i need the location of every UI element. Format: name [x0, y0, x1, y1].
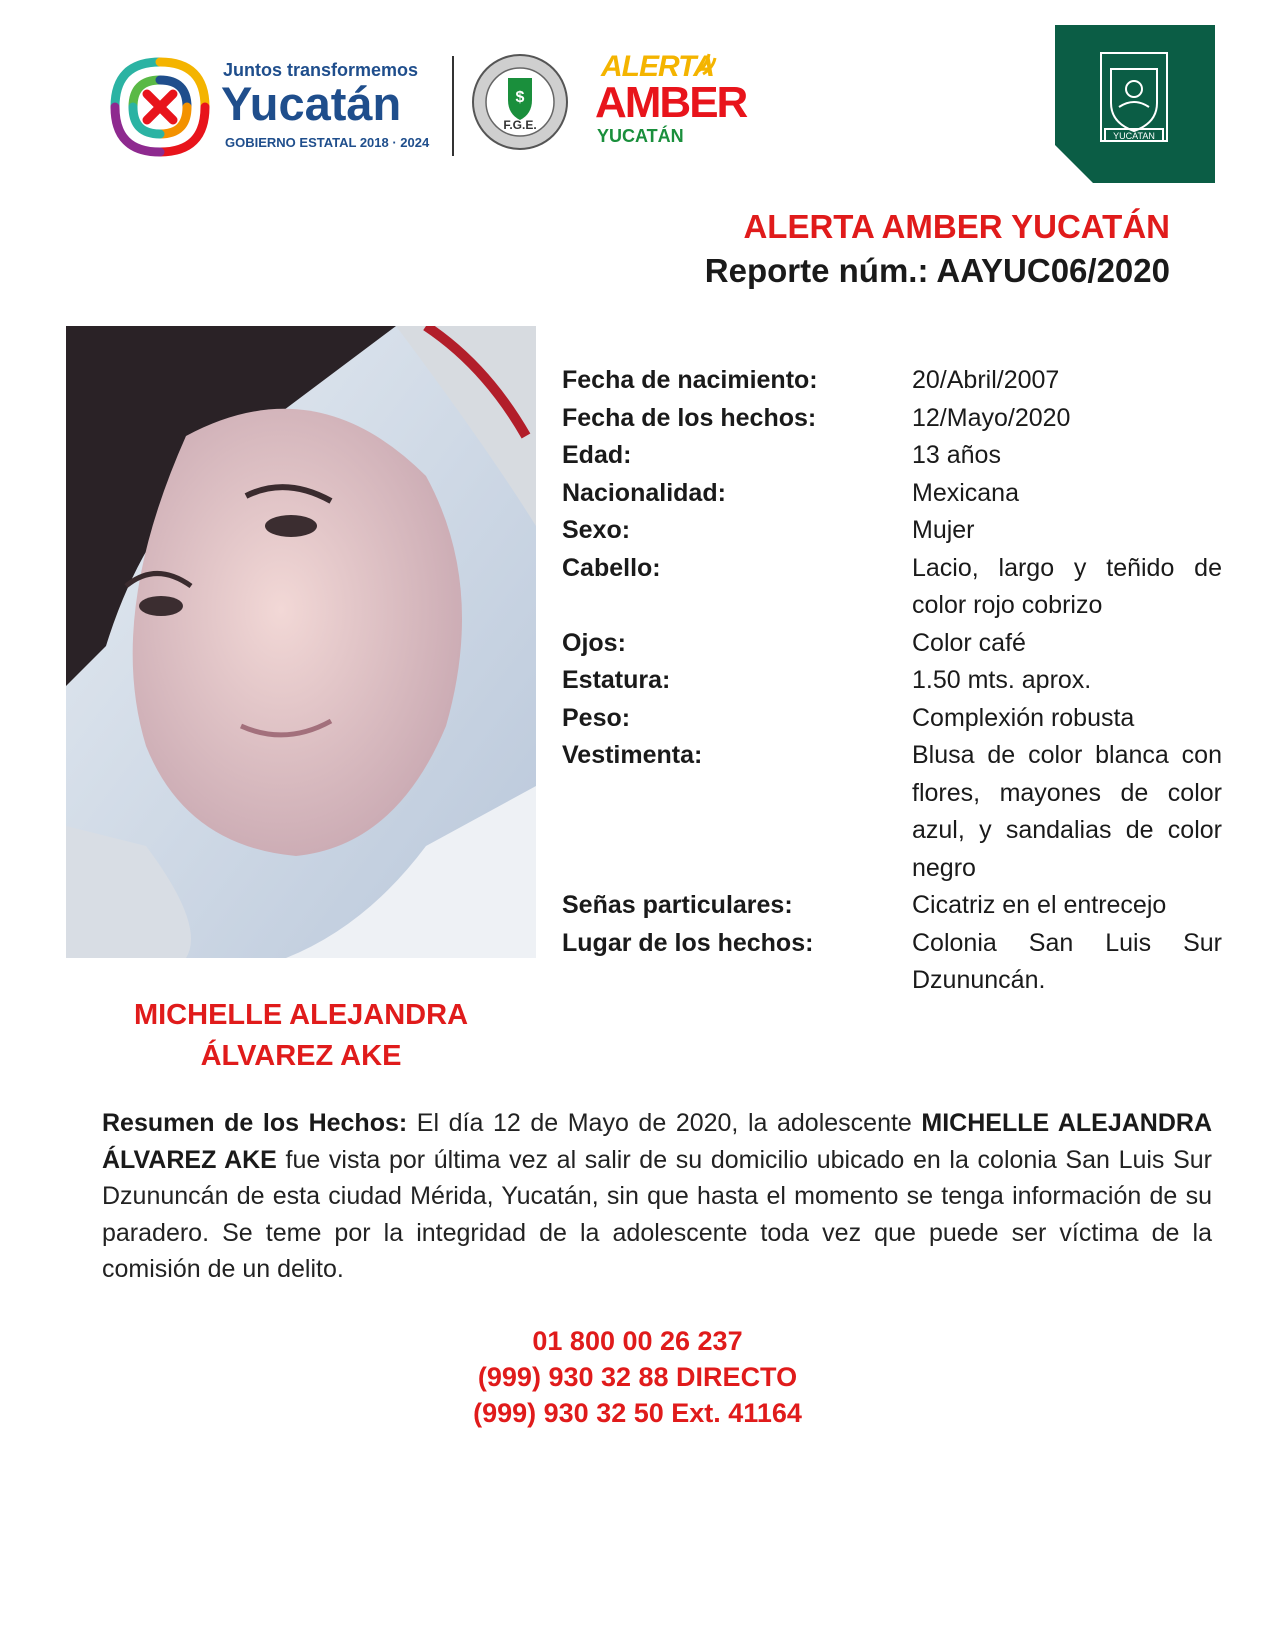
yucatan-coat-of-arms-icon	[1055, 25, 1215, 183]
contact-phone-extension: (999) 930 32 50 Ext. 41164	[473, 1398, 802, 1428]
summary-paragraph	[102, 1105, 1212, 1288]
detail-value: Color café	[912, 628, 1026, 657]
alert-title: ALERTA AMBER YUCATÁN	[743, 208, 1170, 245]
detail-label: Estatura:	[562, 666, 671, 694]
detail-label: Fecha de nacimiento:	[562, 366, 818, 394]
missing-person-photo	[66, 326, 536, 958]
detail-row	[562, 700, 1222, 738]
gobierno-logo-line2: Yucatán	[221, 77, 402, 130]
logo-divider	[452, 56, 454, 156]
report-number: Reporte núm.: AAYUC06/2020	[704, 252, 1170, 289]
seal-label: YUCATAN	[1113, 131, 1155, 141]
detail-label: Nacionalidad:	[562, 478, 726, 507]
detail-value: 20/Abril/2007	[912, 366, 1060, 394]
gobierno-logo-line3: GOBIERNO ESTATAL 2018 · 2024	[225, 135, 430, 150]
detail-row	[562, 925, 1222, 1000]
gobierno-yucatan-logo	[105, 52, 435, 162]
detail-row	[562, 512, 1222, 550]
detail-value: Lacio, largo y teñido de color rojo cobrizo	[912, 553, 1222, 619]
fge-seal-icon	[470, 52, 570, 152]
contact-phone-direct: (999) 930 32 88 DIRECTO	[477, 1362, 798, 1392]
detail-row	[562, 400, 1222, 438]
alerta-logo-line1: ALERTA	[601, 50, 714, 83]
detail-value: Complexión robusta	[912, 703, 1135, 732]
detail-value: 13 años	[912, 441, 1001, 469]
detail-row	[562, 625, 1222, 663]
alerta-amber-logo	[595, 50, 747, 150]
missing-person-name	[66, 995, 536, 1077]
person-details	[562, 362, 1222, 1000]
detail-label: Cabello:	[562, 553, 661, 582]
detail-value: Cicatriz en el entrecejo	[912, 891, 1167, 919]
detail-label: Peso:	[562, 703, 631, 732]
detail-value: 1.50 mts. aprox.	[912, 666, 1092, 694]
detail-label: Edad:	[562, 441, 632, 469]
fge-abbr: F.G.E.	[503, 118, 537, 132]
detail-row	[562, 437, 1222, 475]
detail-label: Fecha de los hechos:	[562, 403, 817, 432]
gobierno-logo-line1: Juntos transformemos	[223, 60, 419, 80]
contact-phone-tollfree: 01 800 00 26 237	[532, 1326, 743, 1356]
detail-value: Blusa de color blanca con flores, mayones de color azul, y sandalias de color negro	[912, 741, 1222, 882]
detail-value: Mujer	[912, 516, 975, 544]
detail-row	[562, 475, 1222, 513]
detail-value: 12/Mayo/2020	[912, 403, 1071, 432]
summary-text-part1: El día 12 de Mayo de 2020, la adolescente	[407, 1109, 922, 1137]
detail-label: Lugar de los hechos:	[562, 928, 814, 957]
detail-label: Sexo:	[562, 516, 631, 544]
detail-row	[562, 662, 1222, 700]
yucatan-seal	[1055, 25, 1215, 183]
detail-row	[562, 550, 1222, 625]
person-name-line1: MICHELLE ALEJANDRA	[133, 999, 469, 1031]
gobierno-emblem-icon	[105, 52, 215, 162]
signal-waves-icon	[695, 52, 719, 76]
detail-value: Mexicana	[912, 478, 1019, 507]
contact-phones	[0, 1323, 1275, 1431]
detail-label: Vestimenta:	[562, 741, 703, 769]
svg-text:$: $	[515, 89, 525, 106]
detail-value: Colonia San Luis Sur Dzununcán.	[912, 928, 1222, 994]
summary-person-name: MICHELLE ALEJANDRA ÁLVAREZ AKE	[102, 1109, 1213, 1174]
detail-label: Señas particulares:	[562, 891, 793, 919]
detail-row	[562, 887, 1222, 925]
summary-text-part2: fue vista por última vez al salir de su domicilio ubicado en la colonia San Luis Sur Dzununcán de esta ciudad Mérida, Yucatán, sin que hasta el momento se tenga información de su paradero. Se teme por la integridad de la adolescente toda vez que puede ser víctima de la comisión de un delito.	[102, 1145, 1212, 1283]
summary-label: Resumen de los Hechos:	[102, 1109, 408, 1137]
detail-label: Ojos:	[562, 628, 626, 657]
detail-row	[562, 737, 1222, 887]
person-name-line2: ÁLVAREZ AKE	[200, 1040, 402, 1072]
fge-logo	[470, 52, 570, 152]
detail-row	[562, 362, 1222, 400]
alerta-logo-line3: YUCATÁN	[597, 126, 684, 146]
alerta-logo-line2: AMBER	[595, 78, 747, 127]
